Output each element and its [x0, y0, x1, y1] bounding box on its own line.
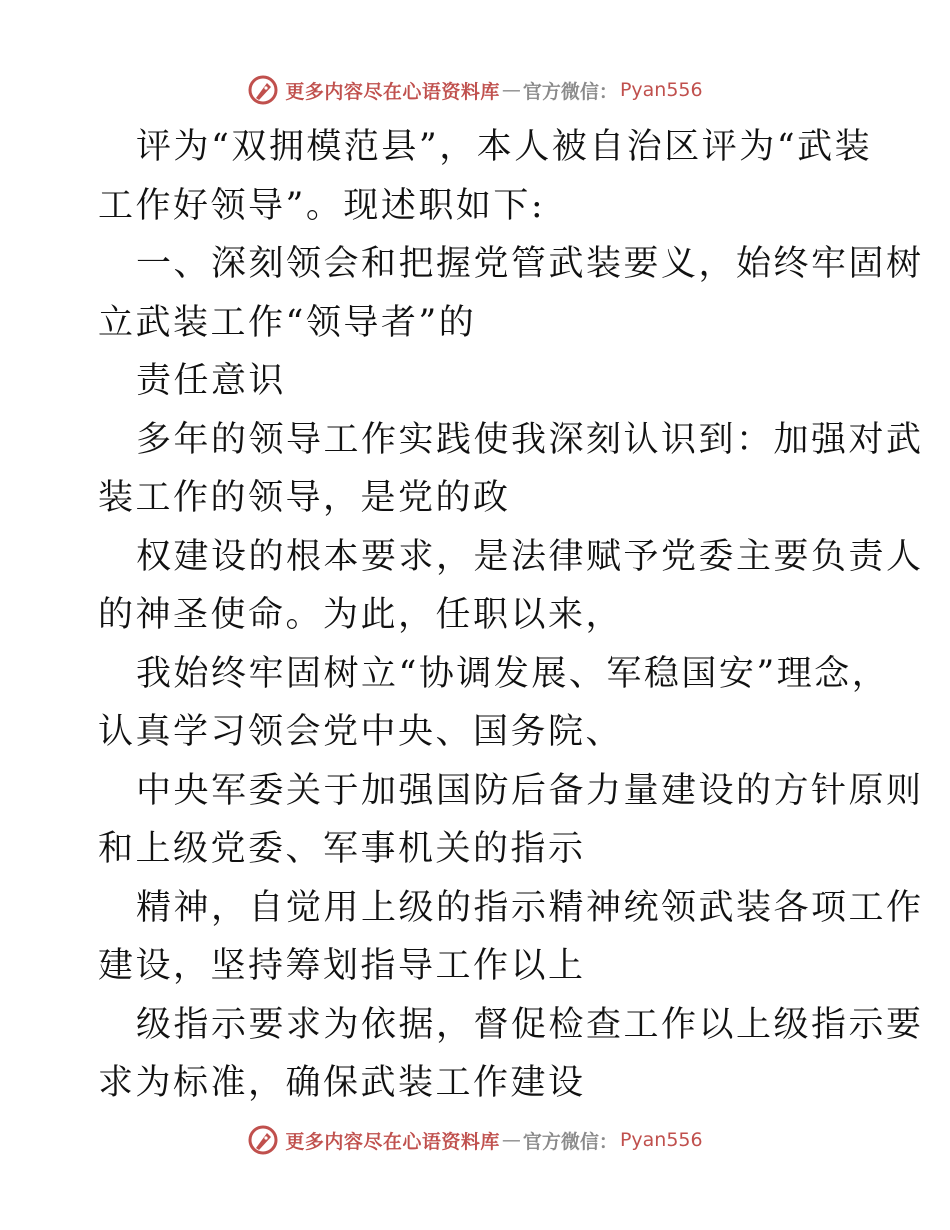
text-line: 评为“双拥模范县”，本人被自治区评为“武装	[136, 127, 873, 167]
watermark-wechat-id: Pyan556	[619, 79, 703, 101]
text-line: 工作好领导”。现述职如下:	[98, 185, 546, 226]
text-line: 求为标准，确保武装工作建设	[98, 1063, 586, 1103]
pen-nib-logo-icon	[247, 1124, 279, 1156]
document-body	[98, 118, 924, 1113]
watermark-separator: —	[501, 79, 521, 101]
text-line: 和上级党委、军事机关的指示	[98, 829, 586, 869]
text-line: 权建设的根本要求，是法律赋予党委主要负责人	[136, 536, 924, 577]
footer-watermark	[0, 1120, 950, 1160]
text-line: 一、深刻领会和把握党管武装要义，始终牢固树	[136, 244, 924, 284]
watermark-site-text: 更多内容尽在心语资料库	[285, 80, 500, 103]
text-line: 认真学习领会党中央、国务院、	[98, 712, 624, 752]
header-watermark	[0, 70, 950, 110]
text-line: 多年的领导工作实践使我深刻认识到：加强对武	[136, 419, 924, 460]
watermark-site-text: 更多内容尽在心语资料库	[285, 1130, 500, 1153]
text-line: 我始终牢固树立“协调发展、军稳国安”理念，	[136, 653, 890, 694]
text-line: 的神圣使命。为此，任职以来，	[98, 595, 624, 635]
text-line: 建设，坚持筹划指导工作以上	[98, 946, 586, 986]
text-line: 装工作的领导，是党的政	[98, 478, 511, 518]
text-line: 级指示要求为依据，督促检查工作以上级指示要	[136, 1004, 924, 1045]
text-line: 责任意识	[136, 361, 287, 401]
watermark-separator: —	[501, 1129, 521, 1151]
text-line: 中央军委关于加强国防后备力量建设的方针原则	[136, 770, 924, 811]
text-line: 立武装工作“领导者”的	[98, 302, 477, 343]
pen-nib-logo-icon	[247, 74, 279, 106]
watermark-wechat-id: Pyan556	[619, 1129, 703, 1151]
watermark-wechat-label: 官方微信：	[522, 1130, 618, 1153]
watermark-wechat-label: 官方微信：	[522, 80, 618, 103]
text-line: 精神，自觉用上级的指示精神统领武装各项工作	[136, 887, 924, 928]
